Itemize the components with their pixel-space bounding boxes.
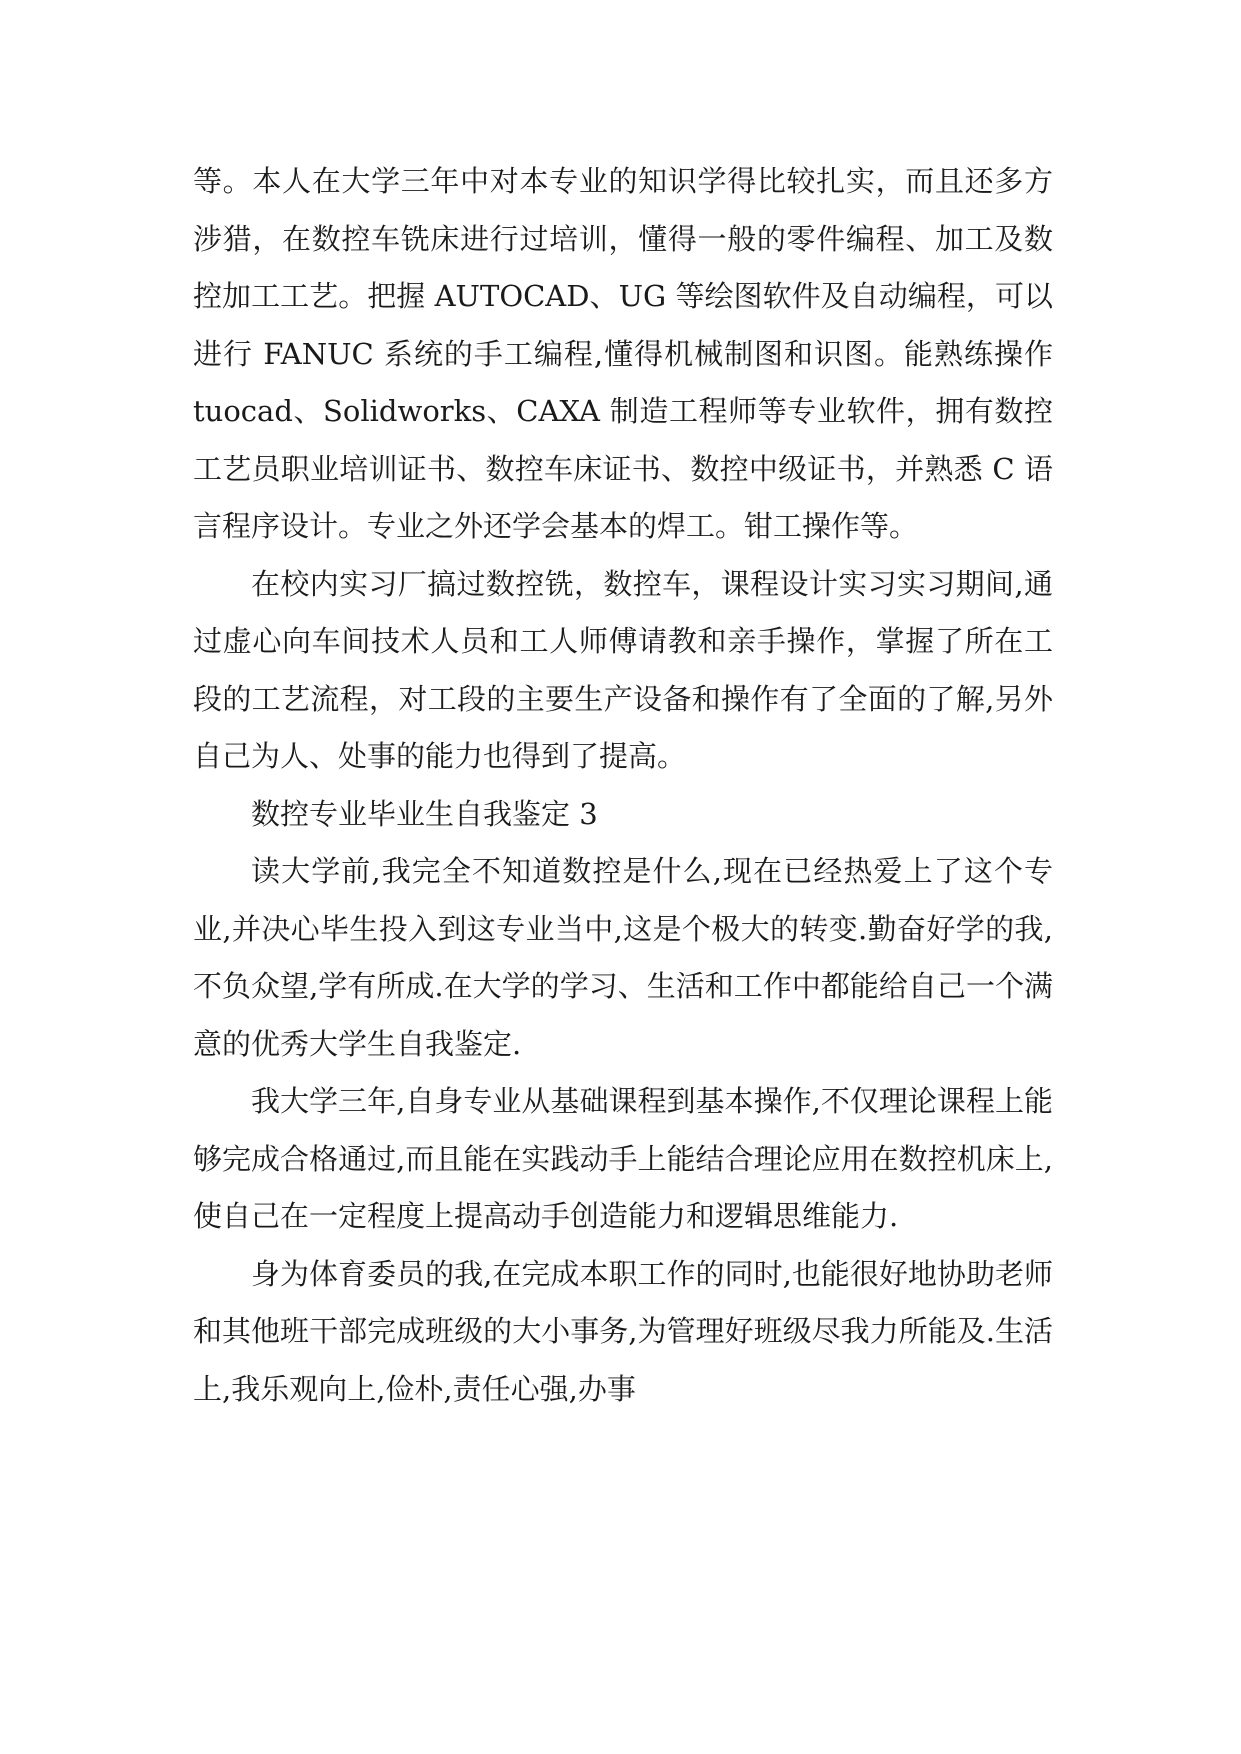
paragraph-sports-committee: 身为体育委员的我,在完成本职工作的同时,也能很好地协助老师和其他班干部完成班级的大小事务,为管理好班级尽我力所能及.生活上,我乐观向上,俭朴,责任心强,办事 [193,1256,1053,1406]
paragraph-before-college: 读大学前,我完全不知道数控是什么,现在已经热爱上了这个专业,并决心毕生投入到这专业当中,这是个极大的转变.勤奋好学的我,不负众望,学有所成.在大学的学习、生活和工作中都能给自己一个满意的优秀大学生自我鉴定. [193,854,1053,1061]
section-heading: 数控专业毕业生自我鉴定 3 [251,796,598,831]
document-body [193,153,1053,1418]
paragraph-three-years: 我大学三年,自身专业从基础课程到基本操作,不仅理论课程上能够完成合格通过,而且能在实践动手上能结合理论应用在数控机床上,使自己在一定程度上提高动手创造能力和逻辑思维能力. [193,1084,1053,1233]
paragraph-skills: 等。本人在大学三年中对本专业的知识学得比较扎实，而且还多方涉猎，在数控车铣床进行过培训，懂得一般的零件编程、加工及数控加工工艺。把握 AUTOCAD、UG 等绘图软件及自动编程，可以进行 FANUC 系统的手工编程,懂得机械制图和识图。能熟练操作 tuocad、Solidworks、CAXA 制造工程师等专业软件，拥有数控工艺员职业培训证书、数控车床证书、数控中级证书，并熟悉 C 语言程序设计。专业之外还学会基本的焊工。钳工操作等。 [193,164,1053,543]
paragraph-internship: 在校内实习厂搞过数控铣，数控车，课程设计实习实习期间,通过虚心向车间技术人员和工人师傅请教和亲手操作，掌握了所在工段的工艺流程，对工段的主要生产设备和操作有了全面的了解,另外自己为人、处事的能力也得到了提高。 [193,566,1053,773]
